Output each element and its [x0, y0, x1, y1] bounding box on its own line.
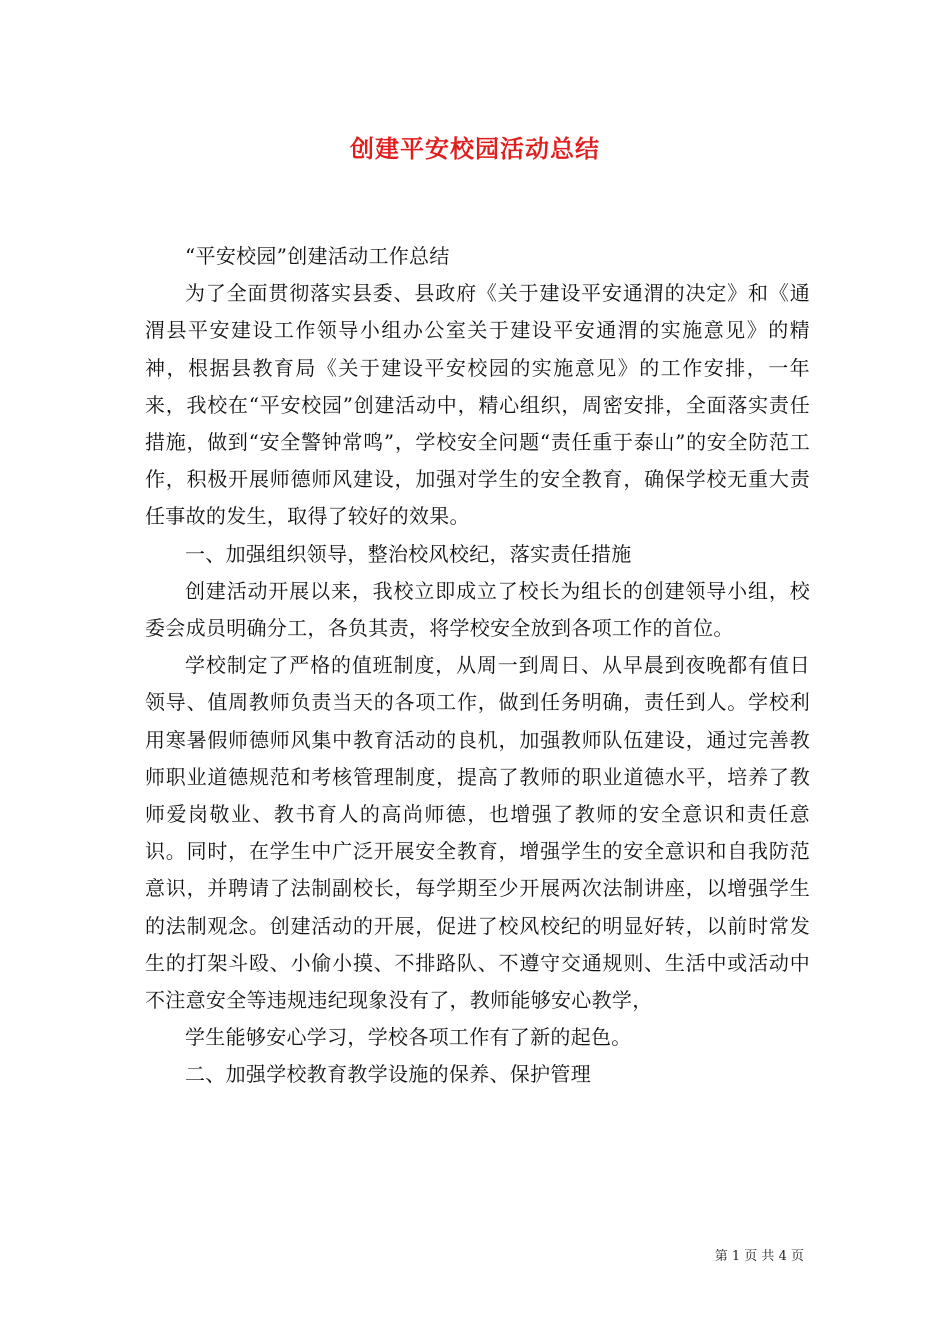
paragraph-leadership: 创建活动开展以来，我校立即成立了校长为组长的创建领导小组，校委会成员明确分工，各负其责，将学校安全放到各项工作的首位。 [145, 578, 810, 641]
page-number: 1 [731, 1249, 741, 1264]
paragraph-intro: 为了全面贯彻落实县委、县政府《关于建设平安通渭的决定》和《通渭县平安建设工作领导小组办公室关于建设平安通渭的实施意见》的精神，根据县教育局《关于建设平安校园的实施意见》的工作安排，一年来，我校在“平安校园”创建活动中，精心组织，周密安排，全面落实责任措施，做到“安全警钟常鸣”，学校安全问题“责任重于泰山”的安全防范工作，积极开展师德师风建设，加强对学生的安全教育，确保学校无重大责任事故的发生，取得了较好的效果。 [145, 281, 810, 529]
document-body [145, 238, 810, 1094]
paragraph-duty-system: 学校制定了严格的值班制度，从周一到周日、从早晨到夜晚都有值日领导、值周教师负责当天的各项工作，做到任务明确，责任到人。学校利用寒暑假师德师风集中教育活动的良机，加强教师队伍建设，通过完善教师职业道德规范和考核管理制度，提高了教师的职业道德水平，培养了教师爱岗敬业、教书育人的高尚师德，也增强了教师的安全意识和责任意识。同时，在学生中广泛开展安全教育，增强学生的安全意识和自我防范意识，并聘请了法制副校长，每学期至少开展两次法制讲座，以增强学生的法制观念。创建活动的开展，促进了校风校纪的明显好转，以前时常发生的打架斗殴、小偷小摸、不排路队、不遵守交通规则、生活中或活动中不注意安全等违规违纪现象没有了，教师能够安心教学， [145, 653, 810, 1013]
section-heading-1: 一、加强组织领导，整治校风校纪，落实责任措施 [185, 541, 632, 566]
paragraph-results: 学生能够安心学习，学校各项工作有了新的起色。 [185, 1025, 632, 1050]
paragraph-subtitle: “平安校园”创建活动工作总结 [185, 244, 450, 268]
page-number-footer [715, 1248, 804, 1266]
page-total: 4 [778, 1249, 787, 1264]
page-middle: 页 共 [744, 1249, 775, 1264]
section-heading-2: 二、加强学校教育教学设施的保养、保护管理 [185, 1062, 591, 1087]
document-title: 创建平安校园活动总结 [350, 134, 600, 163]
page-prefix: 第 [714, 1249, 728, 1264]
page-suffix: 页 [790, 1249, 804, 1264]
